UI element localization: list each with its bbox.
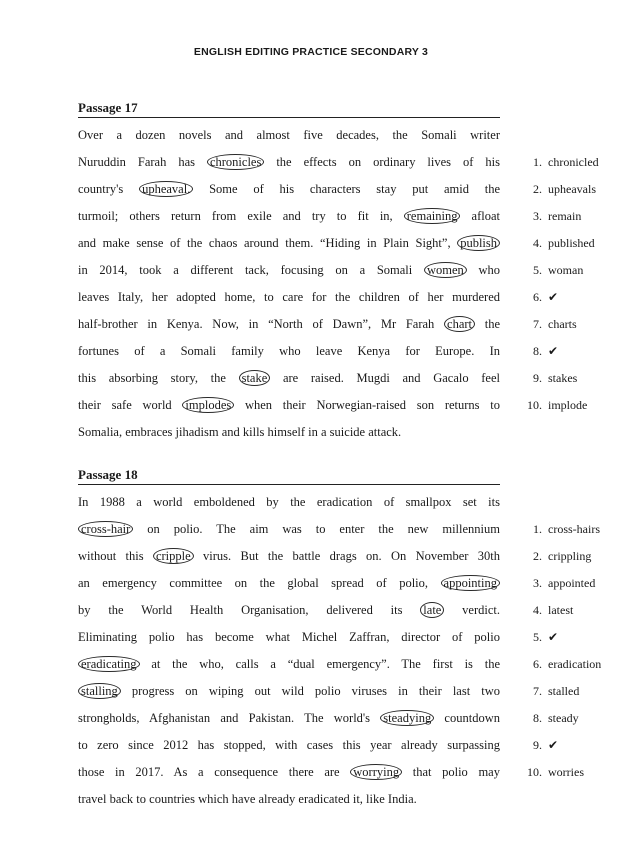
passage-body [78,489,601,813]
circled-error-word: chronicles [207,154,264,170]
text-row [78,338,601,365]
text-segment: In 1988 a world emboldened by the eradication of smallpox set its [78,495,500,509]
passage-line [78,149,500,176]
answer-number: 5. [533,263,542,277]
text-segment: half-brother in Kenya. Now, in “North of Dawn”, Mr Farah [78,317,445,331]
passage-line [78,624,500,651]
answer-correction: steady [548,711,579,725]
passage-line [78,651,500,678]
text-row [78,570,601,597]
text-segment: at the who, calls a “dual emergency”. The first is the [139,657,500,671]
passage-line [78,597,500,624]
answer-item [519,311,577,338]
text-segment: Somalia, embraces jihadism and kills himself in a suicide attack. [78,425,402,439]
text-row [78,203,601,230]
text-segment: in 2014, took a different tack, focusing on a Somali [78,263,424,277]
text-row [78,365,601,392]
answer-item [519,624,558,651]
text-segment: countdown [434,711,500,725]
passage-title: Passage 18 [78,467,500,485]
text-segment: an emergency committee on the global spread of polio, [78,576,441,590]
answer-correction: remain [548,209,582,223]
answer-item [519,230,595,257]
text-segment: Nuruddin Farah has [78,155,207,169]
circled-error-word: chart [444,316,475,332]
text-row [78,284,601,311]
text-row [78,230,601,257]
text-row [78,419,601,446]
text-row [78,392,601,419]
passage-line [78,732,500,759]
passage-line [78,365,500,392]
text-segment: to zero since 2012 has stopped, with cases this year already surpassing [78,738,500,752]
passage-title: Passage 17 [78,100,500,118]
answer-correction: upheavals [548,182,596,196]
passage-line [78,786,500,813]
passage-line [78,678,500,705]
answer-item [519,516,600,543]
text-segment: Some of his characters stay put amid the [193,182,500,196]
answer-number: 4. [533,236,542,250]
page-header: ENGLISH EDITING PRACTICE SECONDARY 3 [193,46,429,58]
text-segment: fortunes of a Somali family who leave Kenya for Europe. In [78,344,500,358]
text-segment: when their Norwegian-raised son returns to [234,398,500,412]
answer-correction: woman [548,263,584,277]
text-segment: without this [78,549,153,563]
text-segment: their safe world [78,398,183,412]
text-row [78,489,601,516]
answer-correction: crippling [548,549,592,563]
passage-line [78,570,500,597]
text-row [78,257,601,284]
circled-error-word: cripple [153,548,194,564]
answer-number: 3. [533,576,542,590]
circled-error-word: women [424,262,467,278]
passage-line [78,489,500,516]
text-row [78,624,601,651]
text-row [78,651,601,678]
answer-number: 1. [533,522,542,536]
circled-error-word: worrying [350,764,402,780]
passage-line [78,230,500,257]
passage-line [78,705,500,732]
text-segment: the effects on ordinary lives of his [264,155,500,169]
circled-error-word: eradicating [78,656,140,672]
text-segment: country's [78,182,140,196]
answer-item [519,705,579,732]
circled-error-word: appointing [441,575,500,591]
answer-number: 7. [533,317,542,331]
answer-correction: latest [548,603,574,617]
answer-item [519,176,596,203]
answer-number: 6. [533,290,542,304]
text-row [78,176,601,203]
text-segment: this absorbing story, the [78,371,239,385]
answer-item [519,570,595,597]
passage-body [78,122,601,446]
text-row [78,597,601,624]
passage-line [78,257,500,284]
passage-line [78,419,500,446]
passage-line [78,311,500,338]
circled-error-word: publish [457,235,500,251]
passage-line [78,338,500,365]
text-segment: and make sense of the chaos around them. “Hiding in Plain Sight”, [78,236,458,250]
answer-number: 3. [533,209,542,223]
answer-number: 2. [533,182,542,196]
text-segment: by the World Health Organisation, delivered its [78,603,421,617]
answer-number: 10. [527,398,542,412]
answer-correction: chronicled [548,155,599,169]
answer-item [519,149,599,176]
text-row [78,678,601,705]
text-segment: on polio. The aim was to enter the new millennium [133,522,500,536]
text-segment: virus. But the battle drags on. On November 30th [193,549,500,563]
answer-number: 7. [533,684,542,698]
answer-correction: appointed [548,576,596,590]
passage-line [78,759,500,786]
answer-item [519,678,579,705]
answer-correction: eradication [548,657,602,671]
passage-line [78,543,500,570]
check-mark-icon: ✔ [548,290,559,304]
answer-number: 2. [533,549,542,563]
text-segment: strongholds, Afghanistan and Pakistan. The world's [78,711,381,725]
answer-item [519,338,558,365]
circled-error-word: steadying [380,710,434,726]
text-segment: that polio may [402,765,500,779]
answer-correction: charts [548,317,577,331]
passage-line [78,122,500,149]
text-segment: turmoil; others return from exile and try to fit in, [78,209,404,223]
circled-error-word: stalling [78,683,121,699]
text-segment: are raised. Mugdi and Gacalo feel [270,371,500,385]
passage-line [78,516,500,543]
text-segment: Over a dozen novels and almost five decades, the Somali writer [78,128,500,142]
answer-number: 6. [533,657,542,671]
text-row [78,732,601,759]
circled-error-word: late [420,602,444,618]
answer-number: 10. [527,765,542,779]
answer-number: 4. [533,603,542,617]
answer-item [519,365,577,392]
passage-line [78,284,500,311]
text-row [78,311,601,338]
circled-error-word: upheaval. [139,181,193,197]
answer-item [519,257,583,284]
circled-error-word: stake [239,370,271,386]
passage-18 [78,467,601,813]
text-segment: afloat [460,209,500,223]
text-row [78,759,601,786]
text-segment: those in 2017. As a consequence there are [78,765,351,779]
answer-item [519,203,581,230]
text-row [78,122,601,149]
text-row [78,543,601,570]
text-segment: Eliminating polio has become what Michel Zaffran, director of polio [78,630,500,644]
answer-number: 8. [533,344,542,358]
answer-correction: implode [548,398,588,412]
answer-number: 1. [533,155,542,169]
circled-error-word: cross-hair [78,521,133,537]
text-row [78,705,601,732]
passage-line [78,392,500,419]
text-segment: progress on wiping out wild polio viruses in their last two [120,684,500,698]
text-row [78,786,601,813]
answer-number: 8. [533,711,542,725]
answer-number: 9. [533,371,542,385]
text-segment: the [475,317,500,331]
check-mark-icon: ✔ [548,344,559,358]
passage-line [78,176,500,203]
passage-line [78,203,500,230]
answer-correction: stalled [548,684,580,698]
check-mark-icon: ✔ [548,738,559,752]
text-segment: travel back to countries which have already eradicated it, like India. [78,792,417,806]
answer-correction: published [548,236,595,250]
check-mark-icon: ✔ [548,630,559,644]
text-row [78,516,601,543]
answer-item [519,284,558,311]
answer-item [519,651,601,678]
passage-17 [78,100,601,446]
answer-number: 5. [533,630,542,644]
text-segment: who [466,263,500,277]
answer-item [519,392,587,419]
answer-item [519,732,558,759]
circled-error-word: remaining [404,208,461,224]
circled-error-word: implodes [182,397,234,413]
text-row [78,149,601,176]
answer-correction: worries [548,765,584,779]
answer-item [519,759,584,786]
answer-item [519,543,591,570]
answer-correction: stakes [548,371,578,385]
text-segment: leaves Italy, her adopted home, to care for the children of her murdered [78,290,500,304]
text-segment: verdict. [444,603,500,617]
answer-correction: cross-hairs [548,522,600,536]
answer-item [519,597,573,624]
answer-number: 9. [533,738,542,752]
